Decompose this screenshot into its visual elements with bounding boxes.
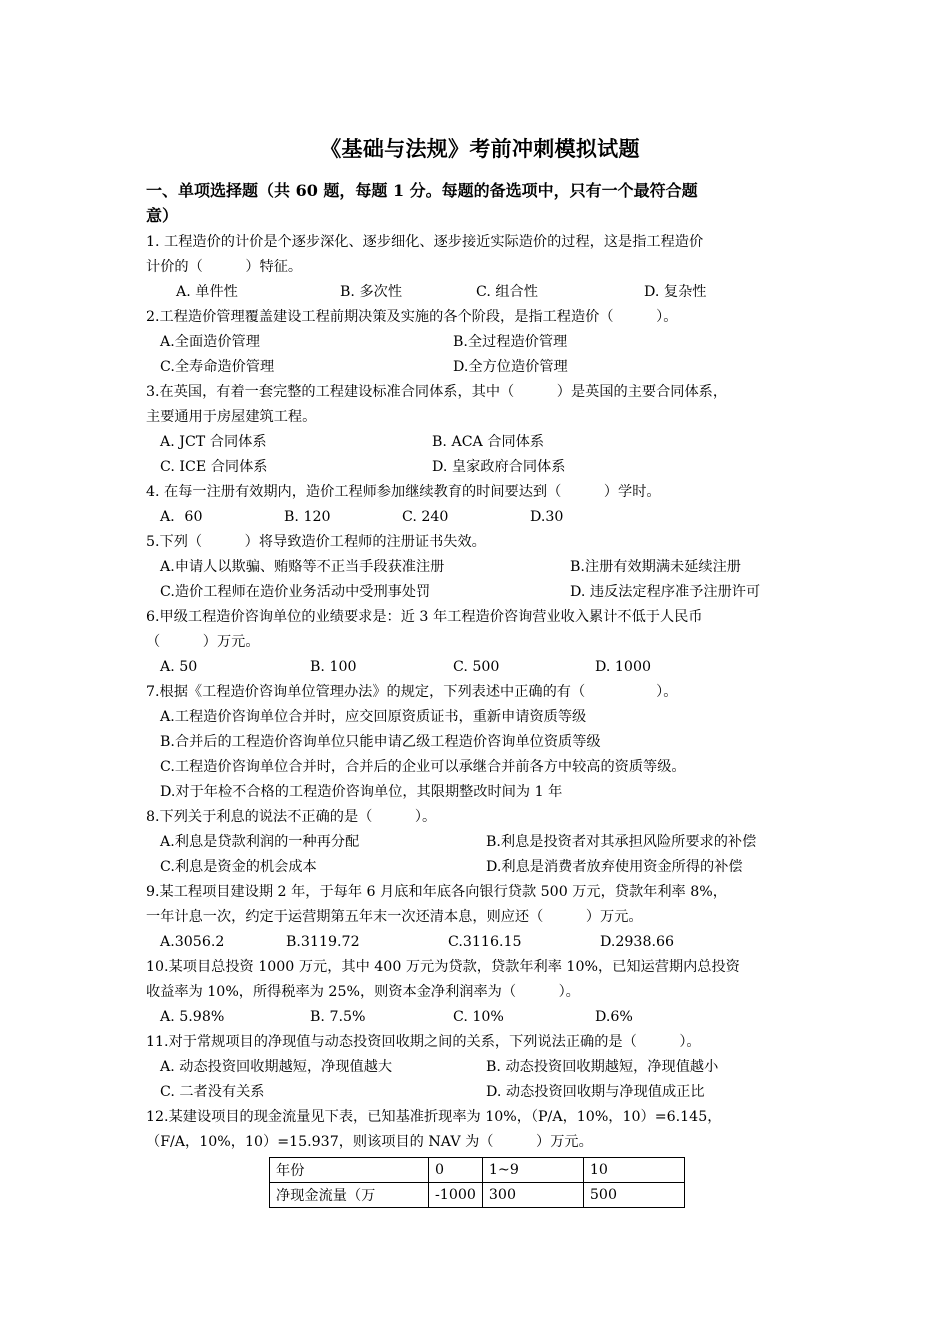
option-b: B. 120 bbox=[284, 509, 331, 525]
question-8-options-row2 bbox=[146, 855, 814, 880]
option-a: A. 5.98% bbox=[160, 1009, 225, 1025]
option-b: B.3119.72 bbox=[286, 934, 360, 950]
question-5-line1: 5.下列（ ）将导致造价工程师的注册证书失效。 bbox=[146, 534, 486, 550]
option-a: A.3056.2 bbox=[160, 934, 225, 950]
option-a: A．60 bbox=[160, 509, 203, 525]
question-2-options-row1 bbox=[146, 330, 814, 355]
question-7-line1: 7.根据《工程造价咨询单位管理办法》的规定，下列表述中正确的有（ ）。 bbox=[146, 684, 678, 700]
option-c: C.工程造价咨询单位合并时，合并后的企业可以承继合并前各方中较高的资质等级。 bbox=[160, 759, 686, 775]
question-11-line1: 11.对于常规项目的净现值与动态投资回收期之间的关系，下列说法正确的是（ ）。 bbox=[146, 1034, 701, 1050]
option-a: A.申请人以欺骗、贿赂等不正当手段获准注册 bbox=[160, 559, 445, 575]
option-c: C.3116.15 bbox=[448, 934, 522, 950]
option-d: D. 违反法定程序准予注册许可 bbox=[570, 584, 761, 600]
question-11-options-row2 bbox=[146, 1080, 814, 1105]
option-c: C.造价工程师在造价业务活动中受刑事处罚 bbox=[160, 584, 431, 600]
question-1-line2: 计价的（ ）特征。 bbox=[146, 259, 303, 275]
question-12-line1: 12.某建设项目的现金流量见下表，已知基准折现率为 10%，（P/A，10%，10）=6.145， bbox=[146, 1109, 722, 1125]
question-9-line2: 一年计息一次，约定于运营期第五年末一次还清本息，则应还（ ）万元。 bbox=[146, 909, 643, 925]
option-a: A. 50 bbox=[160, 659, 198, 675]
option-c: C.利息是资金的机会成本 bbox=[160, 859, 317, 875]
option-b: B.合并后的工程造价咨询单位只能申请乙级工程造价咨询单位资质等级 bbox=[160, 734, 601, 750]
option-b: B. 100 bbox=[310, 659, 357, 675]
question-3-options-row1 bbox=[146, 430, 814, 455]
question-3-options-row2 bbox=[146, 455, 814, 480]
section-heading bbox=[146, 178, 814, 228]
question-3 bbox=[146, 380, 814, 430]
table-cell: 500 bbox=[583, 1183, 684, 1208]
question-4-line1: 4. 在每一注册有效期内，造价工程师参加继续教育的时间要达到（ ）学时。 bbox=[146, 484, 661, 500]
table-row bbox=[270, 1158, 685, 1183]
table-cell: 净现金流量（万 bbox=[270, 1183, 429, 1208]
question-12-line2: （F/A，10%，10）=15.937，则该项目的 NAV 为（ ）万元。 bbox=[146, 1134, 593, 1150]
option-b: B.全过程造价管理 bbox=[453, 334, 568, 350]
option-b: B. 多次性 bbox=[340, 284, 403, 300]
option-d: D. 复杂性 bbox=[644, 284, 707, 300]
option-d: D.6% bbox=[595, 1009, 633, 1025]
option-a: A.利息是贷款利润的一种再分配 bbox=[160, 834, 360, 850]
option-b: B. 7.5% bbox=[310, 1009, 366, 1025]
question-5 bbox=[146, 530, 814, 555]
option-d: D.30 bbox=[530, 509, 564, 525]
question-8-line1: 8.下列关于利息的说法不正确的是（ ）。 bbox=[146, 809, 437, 825]
section-heading-line1: 一、单项选择题（共 60 题，每题 1 分。每题的备选项中，只有一个最符合题 bbox=[146, 181, 698, 200]
question-7 bbox=[146, 680, 814, 805]
option-a: A. 单件性 bbox=[176, 284, 238, 300]
option-b: B.利息是投资者对其承担风险所要求的补偿 bbox=[486, 834, 757, 850]
question-3-line2: 主要通用于房屋建筑工程。 bbox=[146, 409, 317, 425]
option-c: C. 10% bbox=[453, 1009, 504, 1025]
question-6-line1: 6.甲级工程造价咨询单位的业绩要求是：近 3 年工程造价咨询营业收入累计不低于人民币 bbox=[146, 609, 703, 625]
option-d: D. 动态投资回收期与净现值成正比 bbox=[486, 1084, 705, 1100]
question-11 bbox=[146, 1030, 814, 1055]
question-1 bbox=[146, 230, 814, 280]
option-c: C. 240 bbox=[402, 509, 449, 525]
question-2 bbox=[146, 305, 814, 330]
table-cell: 10 bbox=[583, 1158, 684, 1183]
option-d: D. 皇家政府合同体系 bbox=[432, 459, 566, 475]
question-2-line1: 2.工程造价管理覆盖建设工程前期决策及实施的各个阶段，是指工程造价（ ）。 bbox=[146, 309, 678, 325]
table-cell: 年份 bbox=[270, 1158, 429, 1183]
question-10-line2: 收益率为 10%，所得税率为 25%，则资本金净利润率为（ ）。 bbox=[146, 984, 580, 1000]
table-cell: -1000 bbox=[429, 1183, 483, 1208]
table-cell: 0 bbox=[429, 1158, 483, 1183]
option-d: D.对于年检不合格的工程造价咨询单位，其限期整改时间为 1 年 bbox=[160, 784, 563, 800]
option-c: C. ICE 合同体系 bbox=[160, 459, 268, 475]
option-c: C. 500 bbox=[453, 659, 500, 675]
option-d: D. 1000 bbox=[595, 659, 651, 675]
question-1-line1: 1. 工程造价的计价是个逐步深化、逐步细化、逐步接近实际造价的过程，这是指工程造价 bbox=[146, 234, 704, 250]
option-b: B. 动态投资回收期越短，净现值越小 bbox=[486, 1059, 719, 1075]
option-d: D.2938.66 bbox=[600, 934, 675, 950]
question-10 bbox=[146, 955, 814, 1005]
question-9-line1: 9.某工程项目建设期 2 年，于每年 6 月底和年底各向银行贷款 500 万元，贷款年利率 8%， bbox=[146, 884, 727, 900]
question-2-options-row2 bbox=[146, 355, 814, 380]
question-6-line2: （ ）万元。 bbox=[146, 634, 260, 650]
question-9-options bbox=[146, 930, 814, 955]
option-d: D.利息是消费者放弃使用资金所得的补偿 bbox=[486, 859, 743, 875]
question-8 bbox=[146, 805, 814, 830]
question-4-options bbox=[146, 505, 814, 530]
section-heading-line2: 意） bbox=[146, 206, 179, 225]
option-c: C.全寿命造价管理 bbox=[160, 359, 275, 375]
exam-page bbox=[146, 134, 814, 1208]
question-12 bbox=[146, 1105, 814, 1155]
option-a: A.工程造价咨询单位合并时，应交回原资质证书，重新申请资质等级 bbox=[160, 709, 587, 725]
question-9 bbox=[146, 880, 814, 930]
table-row bbox=[270, 1183, 685, 1208]
page-title: 《基础与法规》考前冲刺模拟试题 bbox=[320, 136, 640, 161]
question-6 bbox=[146, 605, 814, 655]
question-6-options bbox=[146, 655, 814, 680]
question-1-options bbox=[146, 280, 814, 305]
option-b: B.注册有效期满未延续注册 bbox=[570, 559, 741, 575]
question-5-options-row2 bbox=[146, 580, 814, 605]
question-11-options-row1 bbox=[146, 1055, 814, 1080]
question-10-line1: 10.某项目总投资 1000 万元，其中 400 万元为贷款，贷款年利率 10%，已知运营期内总投资 bbox=[146, 959, 740, 975]
question-10-options bbox=[146, 1005, 814, 1030]
question-8-options-row1 bbox=[146, 830, 814, 855]
option-b: B. ACA 合同体系 bbox=[432, 434, 545, 450]
option-a: A. JCT 合同体系 bbox=[160, 434, 267, 450]
option-d: D.全方位造价管理 bbox=[453, 359, 568, 375]
table-cell: 1~9 bbox=[482, 1158, 583, 1183]
question-4 bbox=[146, 480, 814, 505]
option-a: A.全面造价管理 bbox=[160, 334, 260, 350]
table-cell: 300 bbox=[482, 1183, 583, 1208]
option-c: C. 二者没有关系 bbox=[160, 1084, 265, 1100]
question-5-options-row1 bbox=[146, 555, 814, 580]
option-c: C. 组合性 bbox=[476, 284, 538, 300]
cash-flow-table bbox=[269, 1157, 685, 1208]
question-3-line1: 3.在英国，有着一套完整的工程建设标准合同体系，其中（ ）是英国的主要合同体系， bbox=[146, 384, 728, 400]
option-a: A. 动态投资回收期越短，净现值越大 bbox=[160, 1059, 393, 1075]
